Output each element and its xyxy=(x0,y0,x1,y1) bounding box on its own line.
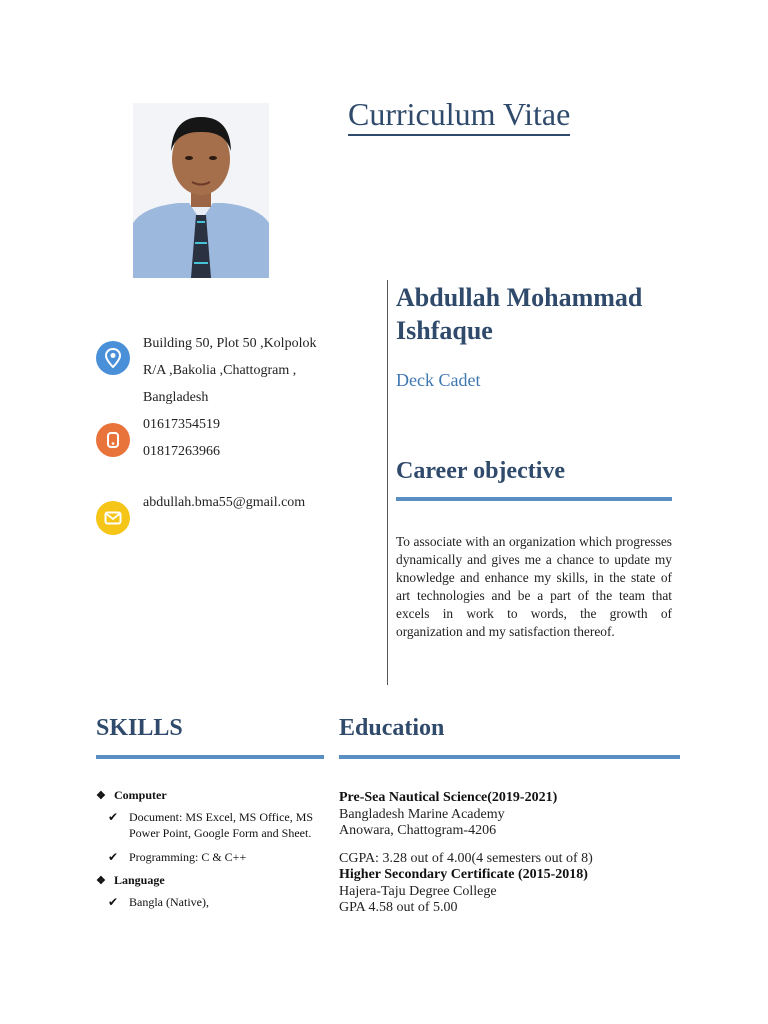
email-icon xyxy=(96,501,130,535)
skill-category-label: Language xyxy=(114,873,165,887)
skill-item-text: Programming: C & C++ xyxy=(129,850,247,864)
skill-item-text: Document: MS Excel, MS Office, MS Power Point, Google Form and Sheet. xyxy=(129,810,314,840)
education-institution: Hajera-Taju Degree College xyxy=(339,883,497,899)
check-bullet-icon: ✔ xyxy=(108,810,119,824)
column-divider xyxy=(387,280,388,685)
skills-heading-underline xyxy=(96,755,324,759)
career-objective-text: To associate with an organization which progresses dynamically and gives me a chance to update my knowledge and enhance my skills, in the state of art technologies and be a part of the team that excels in work to words, the growth of organization and my satisfaction thereof. xyxy=(396,534,672,639)
skill-category-label: Computer xyxy=(114,788,167,802)
skill-item-text: Bangla (Native), xyxy=(129,895,209,909)
education-institution: Bangladesh Marine Academy xyxy=(339,806,505,822)
education-heading-underline xyxy=(339,755,680,759)
skill-item xyxy=(108,849,331,865)
career-objective-heading: Career objective xyxy=(396,458,566,484)
skill-item xyxy=(108,894,331,910)
email-address: abdullah.bma55@gmail.com xyxy=(143,495,306,510)
career-heading-underline xyxy=(396,497,672,501)
education-degree: Higher Secondary Certificate (2015-2018) xyxy=(339,867,588,882)
education-result: CGPA: 3.28 out of 4.00(4 semesters out of 8) xyxy=(339,850,593,866)
phone-icon xyxy=(96,423,130,457)
education-list xyxy=(339,790,679,917)
candidate-role: Deck Cadet xyxy=(396,370,481,390)
person-portrait-icon xyxy=(133,103,269,278)
education-location: Anowara, Chattogram-4206 xyxy=(339,823,497,838)
phone-number: 01617354519 xyxy=(143,417,220,432)
skill-item xyxy=(108,809,331,841)
diamond-bullet-icon: ❖ xyxy=(96,875,106,887)
address-block xyxy=(143,330,316,411)
check-bullet-icon: ✔ xyxy=(108,895,119,909)
address-line: R/A ,Bakolia ,Chattogram , xyxy=(143,363,297,378)
diamond-bullet-icon: ❖ xyxy=(96,790,106,802)
page-title: Curriculum Vitae xyxy=(348,94,570,136)
address-line: Building 50, Plot 50 ,Kolpolok xyxy=(143,336,317,351)
address-line: Bangladesh xyxy=(143,390,209,405)
profile-photo xyxy=(133,103,269,278)
phone-block xyxy=(143,411,220,465)
education-degree: Pre-Sea Nautical Science(2019-2021) xyxy=(339,790,558,805)
skills-list xyxy=(96,788,331,918)
skill-category xyxy=(96,788,331,803)
check-bullet-icon: ✔ xyxy=(108,850,119,864)
skills-heading: SKILLS xyxy=(96,715,183,741)
skill-category xyxy=(96,873,331,888)
phone-number: 01817263966 xyxy=(143,444,220,459)
location-icon xyxy=(96,341,130,375)
candidate-name: Abdullah Mohammad Ishfaque xyxy=(396,283,643,345)
education-heading: Education xyxy=(339,715,445,741)
education-result: GPA 4.58 out of 5.00 xyxy=(339,900,458,915)
